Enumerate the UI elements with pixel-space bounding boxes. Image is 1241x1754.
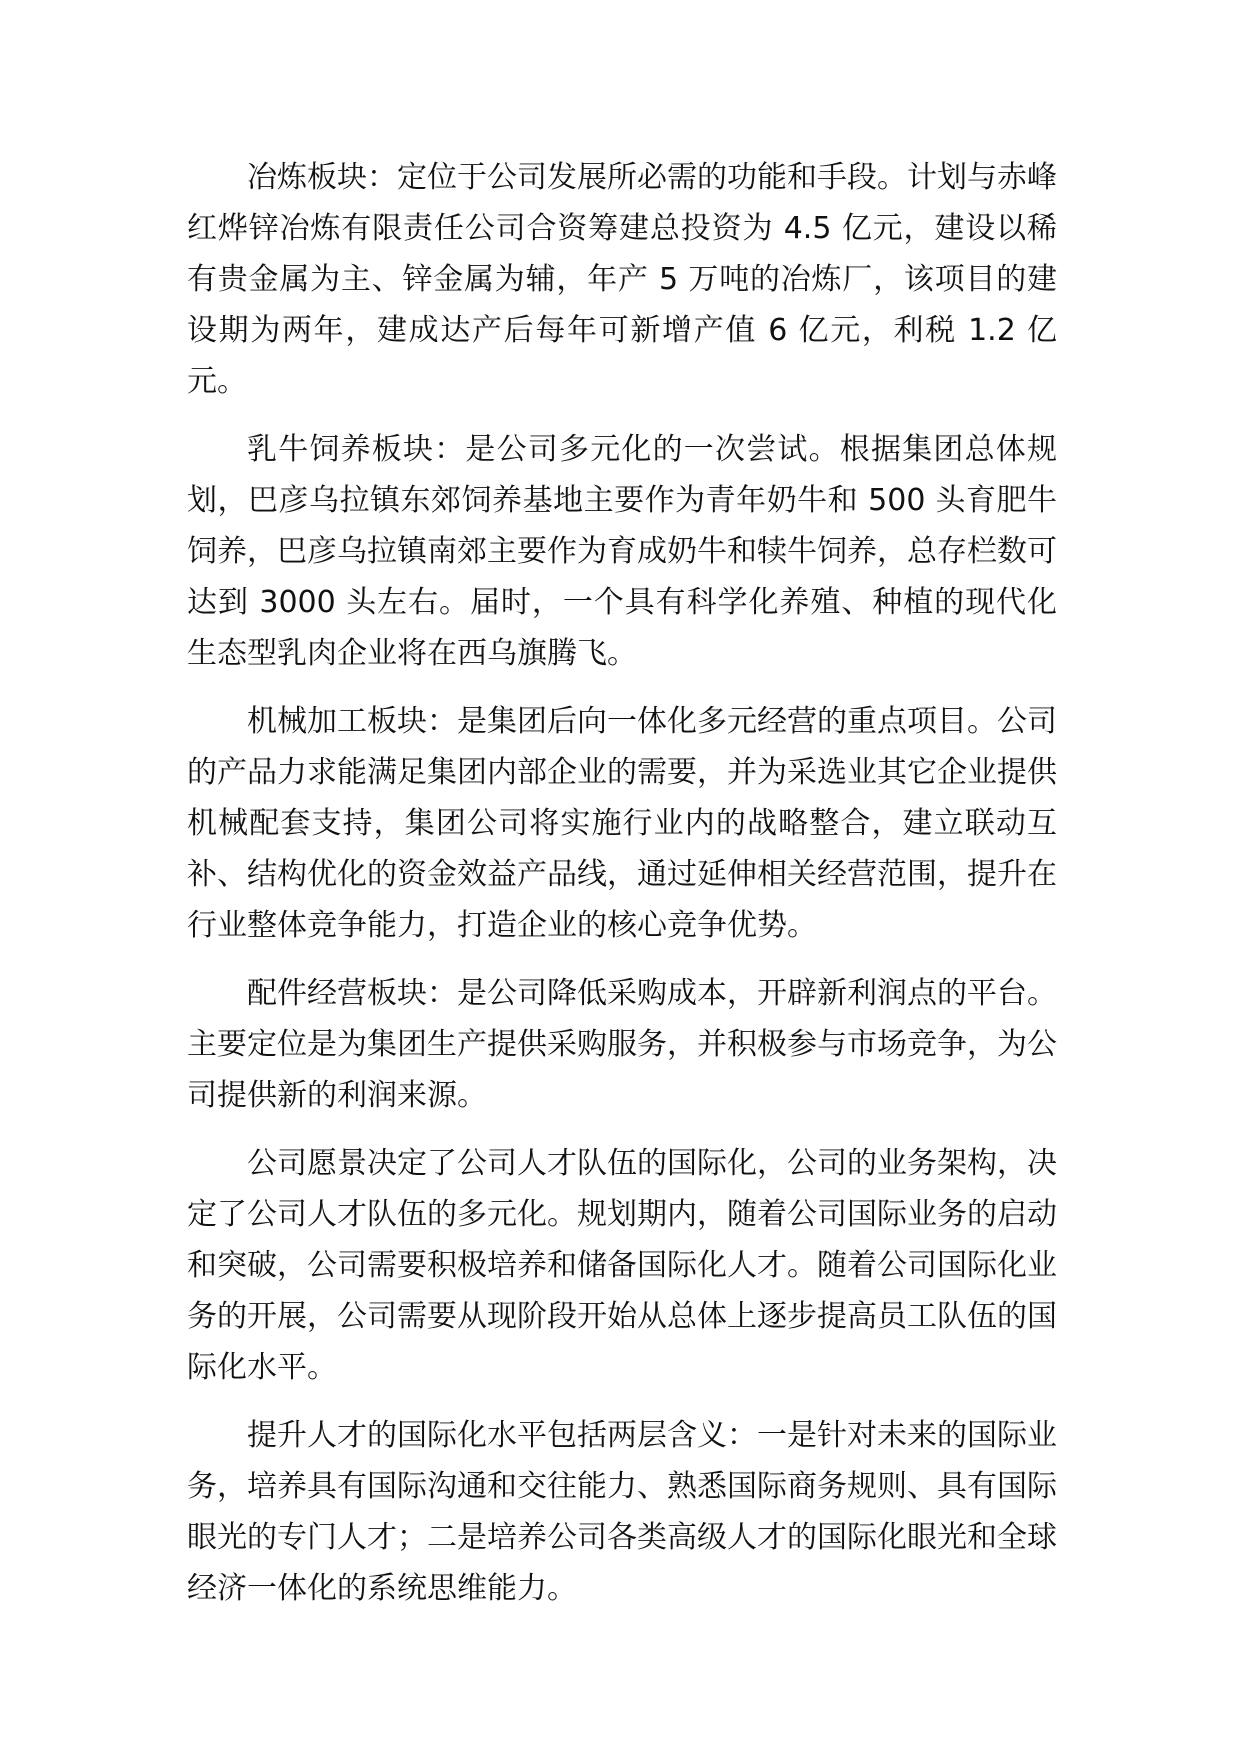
paragraph-company-vision: 公司愿景决定了公司人才队伍的国际化，公司的业务架构，决定了公司人才队伍的多元化。规划期内，随着公司国际业务的启动和突破，公司需要积极培养和储备国际化人才。随着公司国际化业务的开展，公司需要从现阶段开始从总体上逐步提高员工队伍的国际化水平。 [187,1146,1057,1385]
document-body [187,152,1057,1631]
paragraph-talent-internationalization: 提升人才的国际化水平包括两层含义：一是针对未来的国际业务，培养具有国际沟通和交往能力、熟悉国际商务规则、具有国际眼光的专门人才；二是培养公司各类高级人才的国际化眼光和全球经济一体化的系统思维能力。 [187,1418,1057,1606]
paragraph-dairy-farming: 乳牛饲养板块：是公司多元化的一次尝试。根据集团总体规划，巴彦乌拉镇东郊饲养基地主要作为青年奶牛和 500 头育肥牛饲养，巴彦乌拉镇南郊主要作为育成奶牛和犊牛饲养，总存栏数可达到 3000 头左右。届时，一个具有科学化养殖、种植的现代化生态型乳肉企业将在西乌旗腾飞。 [187,432,1057,671]
paragraph-machining: 机械加工板块：是集团后向一体化多元经营的重点项目。公司的产品力求能满足集团内部企业的需要，并为采选业其它企业提供机械配套支持，集团公司将实施行业内的战略整合，建立联动互补、结构优化的资金效益产品线，通过延伸相关经营范围，提升在行业整体竞争能力，打造企业的核心竞争优势。 [187,704,1057,943]
paragraph-parts-business: 配件经营板块：是公司降低采购成本，开辟新利润点的平台。主要定位是为集团生产提供采购服务，并积极参与市场竞争，为公司提供新的利润来源。 [187,976,1057,1113]
paragraph-smelting: 冶炼板块：定位于公司发展所必需的功能和手段。计划与赤峰红烨锌冶炼有限责任公司合资筹建总投资为 4.5 亿元，建设以稀有贵金属为主、锌金属为辅，年产 5 万吨的冶炼厂，该项目的建设期为两年，建成达产后每年可新增产值 6 亿元，利税 1.2 亿元。 [187,160,1057,399]
